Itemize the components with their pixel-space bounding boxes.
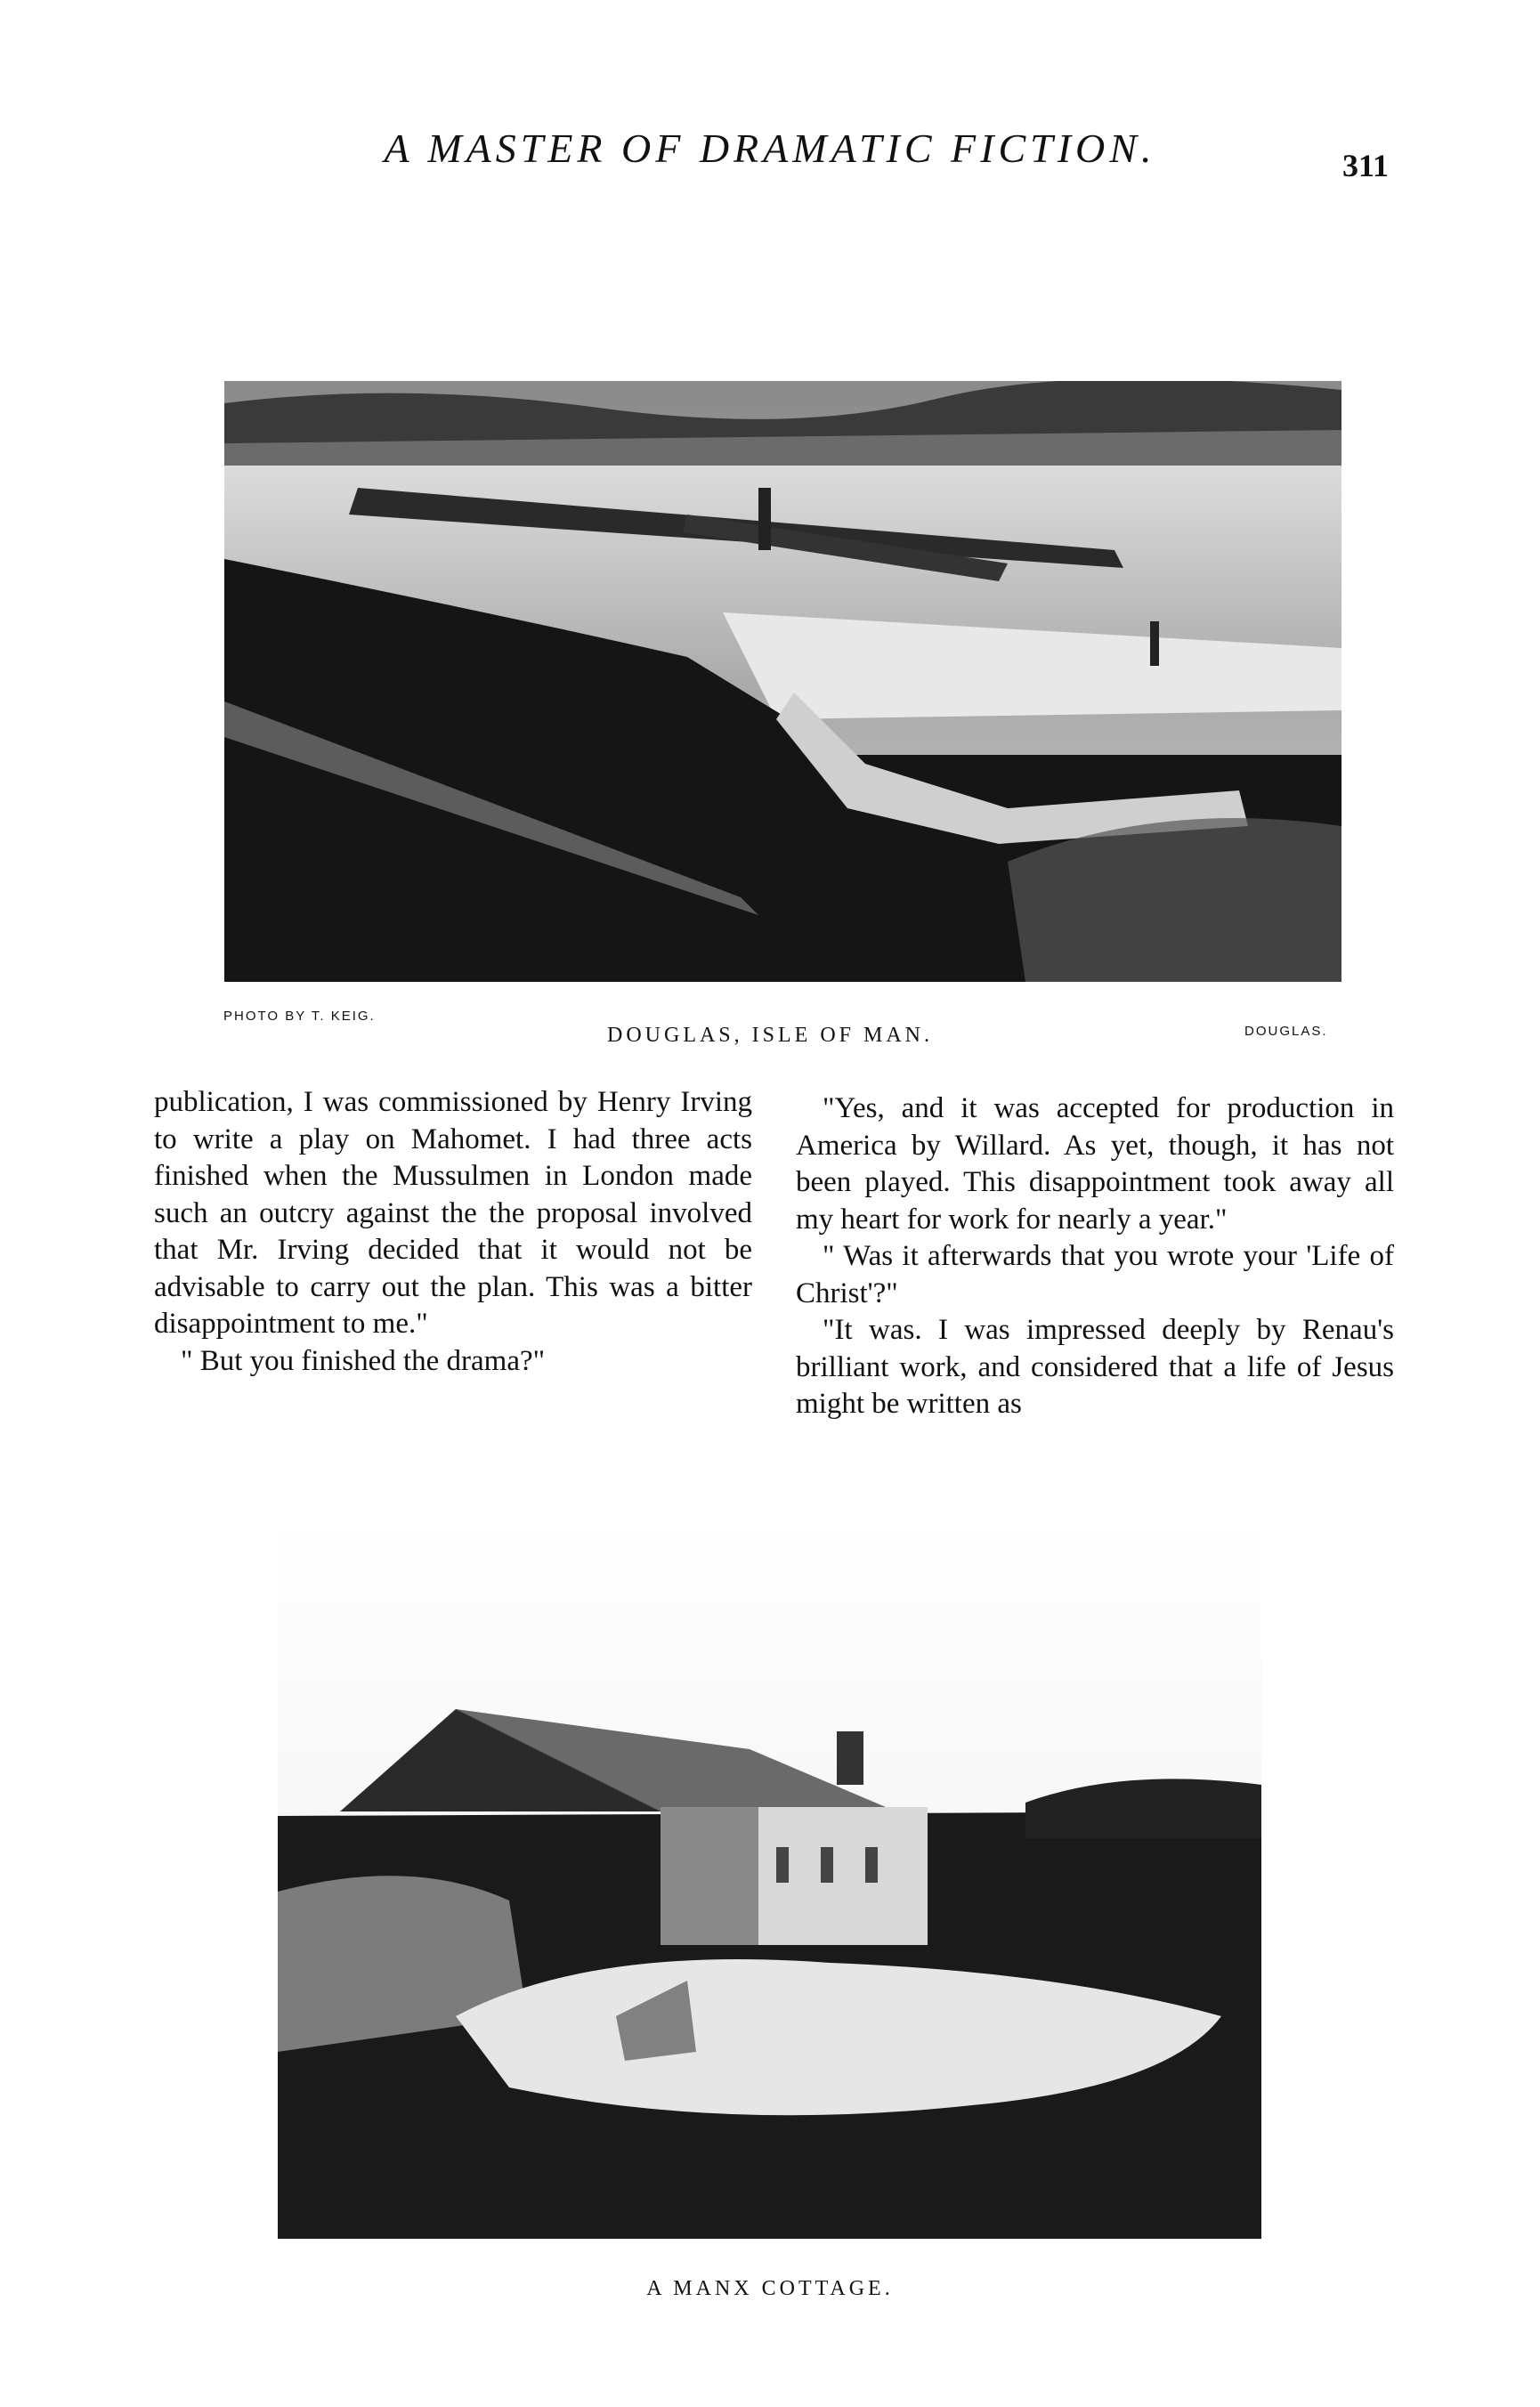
body-text-right-column xyxy=(796,1090,1394,1423)
manx-cottage-photo xyxy=(278,1518,1261,2239)
running-title: A MASTER OF DRAMATIC FICTION. xyxy=(384,126,1156,171)
page-number: 311 xyxy=(1342,148,1390,183)
paragraph: "It was. I was impressed deeply by Renau's brilliant work, and considered that a life of Jesus might be written as xyxy=(796,1314,1394,1420)
body-text-left-column xyxy=(154,1084,752,1380)
paragraph: " But you finished the drama?" xyxy=(181,1344,546,1377)
paragraph: "Yes, and it was accepted for production in America by Willard. As yet, though, it has not been played. This disappointment took away all my heart for work for nearly a year." xyxy=(796,1092,1394,1236)
douglas-harbour-photo xyxy=(224,381,1341,982)
photo-credit: PHOTO BY T. KEIG. xyxy=(223,1009,376,1024)
figure-caption-cottage: A MANX COTTAGE. xyxy=(646,2277,894,2300)
figure-caption-douglas: DOUGLAS, ISLE OF MAN. xyxy=(606,1024,933,1047)
photo-location-label: DOUGLAS. xyxy=(1244,1024,1328,1039)
paragraph: " Was it afterwards that you wrote your 'Life of Christ'?" xyxy=(796,1240,1394,1309)
paragraph: publication, I was commissioned by Henry Irving to write a play on Mahomet. I had three acts finished when the Mussulmen in London made such an outcry against the the proposal involved that Mr. Irving decided that it would not be advisable to carry out the plan. This was a bitter disappointment to me." xyxy=(154,1086,752,1340)
